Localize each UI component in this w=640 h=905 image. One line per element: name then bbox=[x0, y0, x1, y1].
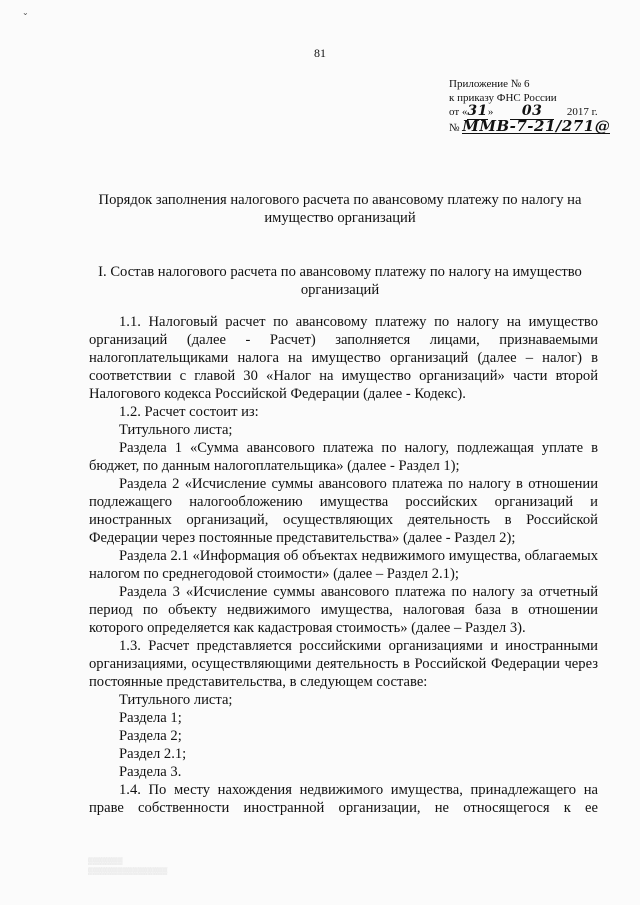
paragraph: 1.2. Расчет состоит из: bbox=[119, 404, 259, 420]
footer-faint-text: ▒▒▒▒▒▒▒ ▒▒▒▒▒▒▒▒▒▒▒▒▒▒▒▒ bbox=[88, 858, 168, 875]
paragraph: Раздела 1 «Сумма авансового платежа по налогу, подлежащая уплате в бюджет, по данным налогоплательщика» (далее - Раздел 1); bbox=[89, 440, 598, 474]
date-month: 03 bbox=[510, 105, 554, 120]
paragraph: Раздела 3 «Исчисление суммы авансового платежа по налогу за отчетный период по объекту недвижимого имущества, налоговая база в отношении которого определяется как кадастровая стоимость» (далее – Раздел 3). bbox=[89, 584, 598, 636]
page-number: 81 bbox=[314, 46, 326, 60]
appendix-number bbox=[449, 116, 619, 136]
section-title: I. Состав налогового расчета по авансовому платежу по налогу на имущество организаций bbox=[98, 264, 582, 298]
appendix-order: к приказу ФНС России bbox=[449, 91, 557, 104]
corner-mark: ⌄ bbox=[22, 8, 29, 17]
date-day: 31 bbox=[467, 103, 488, 119]
paragraph: Раздела 1; bbox=[119, 710, 182, 726]
paragraph: Раздела 2.1 «Информация об объектах недвижимого имущества, облагаемых налогом по среднегодовой стоимости» (далее – Раздел 2.1); bbox=[89, 548, 598, 582]
paragraph: Раздела 2; bbox=[119, 728, 182, 744]
paragraph: 1.3. Расчет представляется российскими организациями и иностранными организациями, осуществляющими деятельность в Российской Федерации через постоянные представительства, в следующем составе: bbox=[89, 638, 598, 690]
paragraph: Раздела 3. bbox=[119, 764, 182, 780]
date-mid: » bbox=[487, 106, 494, 118]
paragraph: Титульного листа; bbox=[119, 422, 233, 438]
paragraph: Раздела 2 «Исчисление суммы авансового платежа по налогу в отношении подлежащего налогообложению имущества российских организаций и иностранных организаций, осуществляющих деятельность в Российской Федерации через постоянные представительства» (далее - Раздел 2); bbox=[89, 476, 598, 546]
document-body bbox=[89, 313, 598, 817]
appendix-block bbox=[449, 78, 619, 135]
appendix-title: Приложение № 6 bbox=[449, 78, 530, 90]
date-prefix: от « bbox=[449, 106, 468, 118]
paragraph: Титульного листа; bbox=[119, 692, 233, 708]
number-prefix: № bbox=[449, 121, 460, 134]
document-title: Порядок заполнения налогового расчета по авансовому платежу по налогу на имущество организаций bbox=[98, 192, 582, 226]
order-number: ММВ-7-21/271@ bbox=[462, 116, 611, 135]
paragraph: 1.1. Налоговый расчет по авансовому платежу по налогу на имущество организаций (далее - Расчет) заполняется лицами, признаваемыми налогоплательщиками налога на имущество организаций (далее – налог) в соответствии с главой 30 «Налог на имущество организаций» части второй Налогового кодекса Российской Федерации (далее - Кодекс). bbox=[89, 314, 598, 402]
date-year: 2017 г. bbox=[566, 106, 598, 118]
paragraph: Раздел 2.1; bbox=[119, 746, 187, 762]
paragraph: 1.4. По месту нахождения недвижимого имущества, принадлежащего на праве собственности иностранной организации, не относящегося к ее bbox=[89, 782, 598, 816]
